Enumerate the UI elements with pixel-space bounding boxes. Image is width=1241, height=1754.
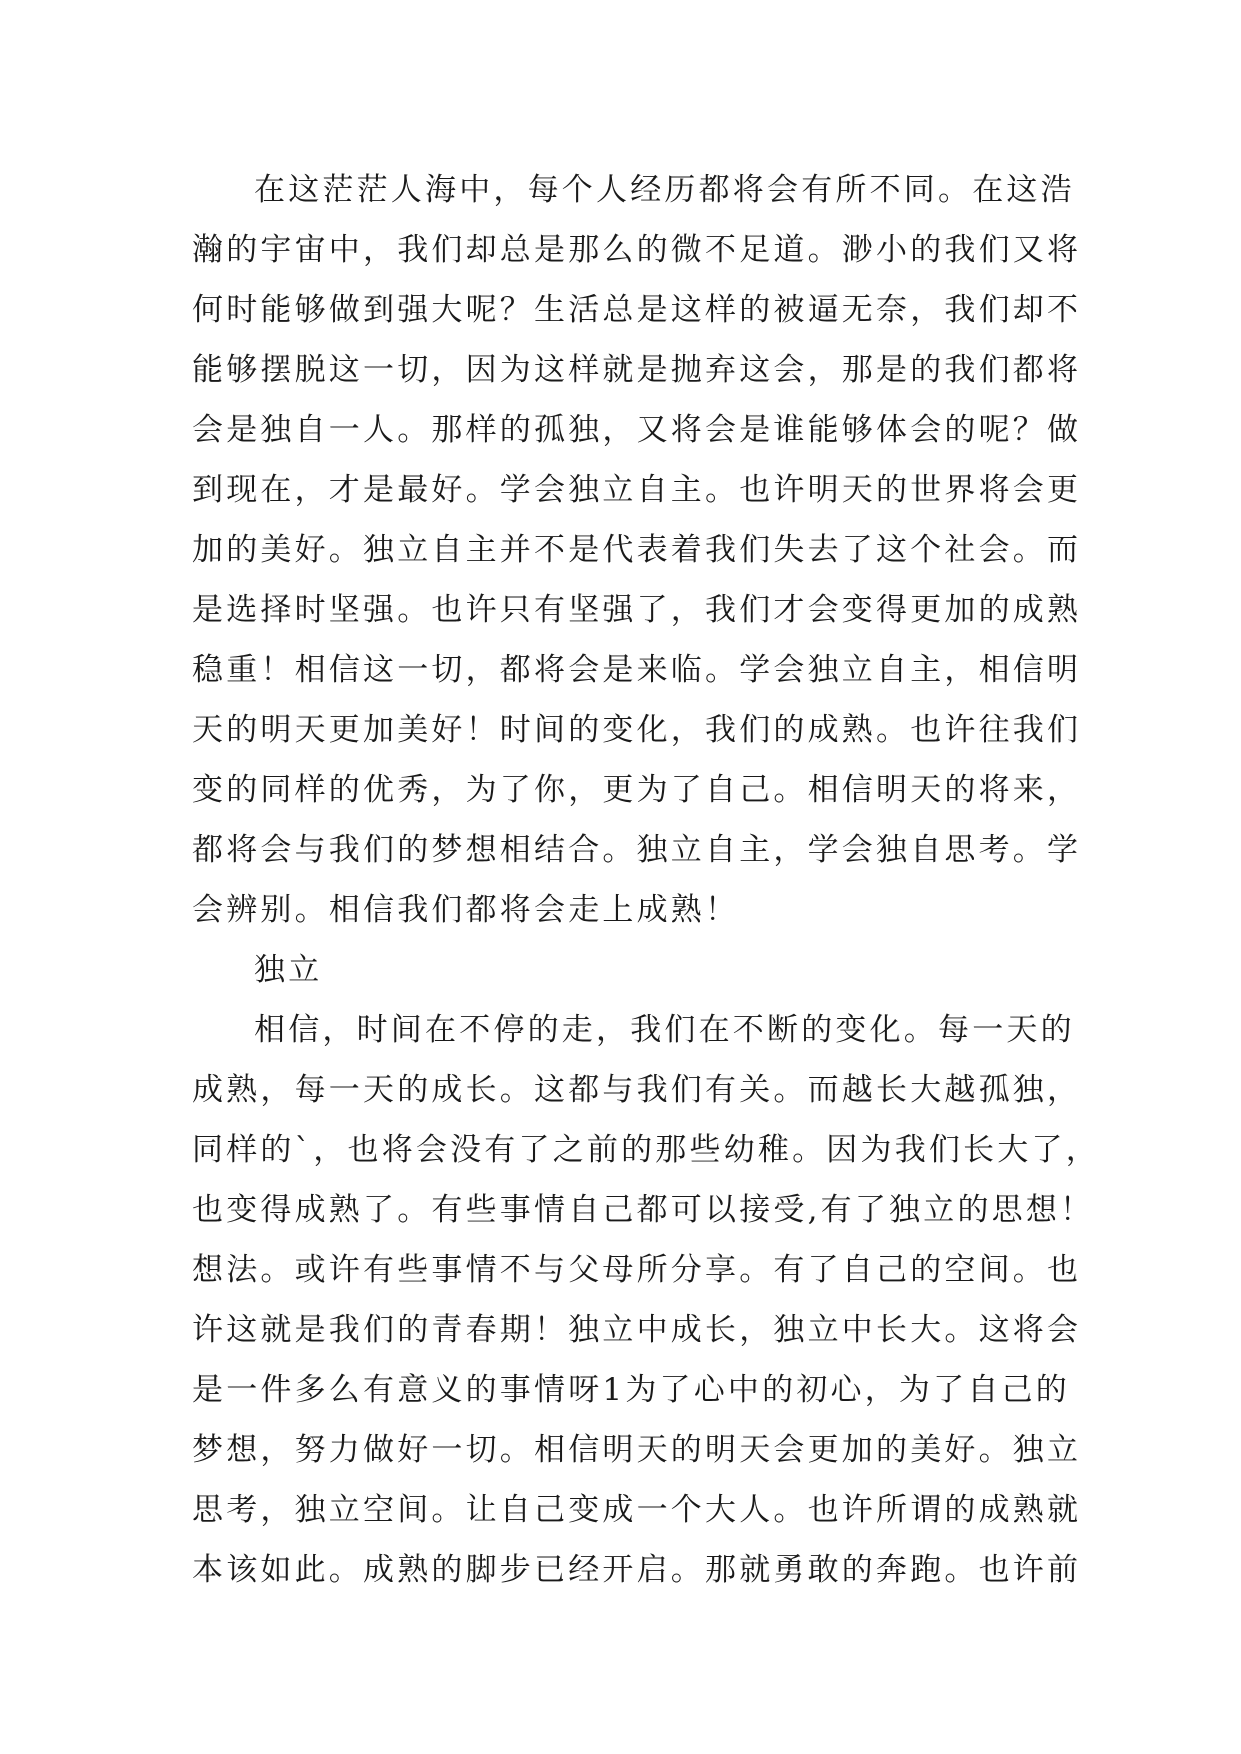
text-line: 是选择时坚强。也许只有坚强了，我们才会变得更加的成熟 xyxy=(192,592,1082,628)
text-line: 变的同样的优秀，为了你，更为了自己。相信明天的将来， xyxy=(192,772,1082,808)
text-line: 许这就是我们的青春期！独立中成长，独立中长大。这将会 xyxy=(192,1312,1082,1348)
text-line: 天的明天更加美好！时间的变化，我们的成熟。也许往我们 xyxy=(192,712,1082,748)
text-line: 稳重！相信这一切，都将会是来临。学会独立自主，相信明 xyxy=(192,652,1082,688)
text-line: 同样的`，也将会没有了之前的那些幼稚。因为我们长大了， xyxy=(192,1132,1100,1168)
text-line: 在这茫茫人海中，每个人经历都将会有所不同。在这浩 xyxy=(254,172,1075,208)
text-line: 梦想，努力做好一切。相信明天的明天会更加的美好。独立 xyxy=(192,1432,1082,1468)
text-line: 本该如此。成熟的脚步已经开启。那就勇敢的奔跑。也许前 xyxy=(192,1552,1082,1588)
paragraph-2 xyxy=(192,1000,1100,1600)
text-line: 何时能够做到强大呢？生活总是这样的被逼无奈，我们却不 xyxy=(192,292,1082,328)
text-line: 相信，时间在不停的走，我们在不断的变化。每一天的 xyxy=(254,1012,1075,1048)
text-line: 到现在，才是最好。学会独立自主。也许明天的世界将会更 xyxy=(192,472,1082,508)
text-line: 会辨别。相信我们都将会走上成熟！ xyxy=(192,892,740,928)
text-line: 想法。或许有些事情不与父母所分享。有了自己的空间。也 xyxy=(192,1252,1082,1288)
text-line: 加的美好。独立自主并不是代表着我们失去了这个社会。而 xyxy=(192,532,1082,568)
text-line: 瀚的宇宙中，我们却总是那么的微不足道。渺小的我们又将 xyxy=(192,232,1082,268)
text-line: 能够摆脱这一切，因为这样就是抛弃这会，那是的我们都将 xyxy=(192,352,1082,388)
text-line: 成熟，每一天的成长。这都与我们有关。而越长大越孤独， xyxy=(192,1072,1082,1108)
text-line: 会是独自一人。那样的孤独，又将会是谁能够体会的呢？做 xyxy=(192,412,1082,448)
text-line: 也变得成熟了。有些事情自己都可以接受,有了独立的思想！ xyxy=(192,1192,1095,1228)
text-line: 都将会与我们的梦想相结合。独立自主，学会独自思考。学 xyxy=(192,832,1082,868)
document-body xyxy=(192,160,1100,1600)
section-heading-text: 独立 xyxy=(254,952,323,988)
text-line: 思考，独立空间。让自己变成一个大人。也许所谓的成熟就 xyxy=(192,1492,1082,1528)
paragraph-1 xyxy=(192,160,1082,940)
section-heading xyxy=(192,940,1062,1000)
text-line: 是一件多么有意义的事情呀1为了心中的初心，为了自己的 xyxy=(192,1372,1070,1408)
